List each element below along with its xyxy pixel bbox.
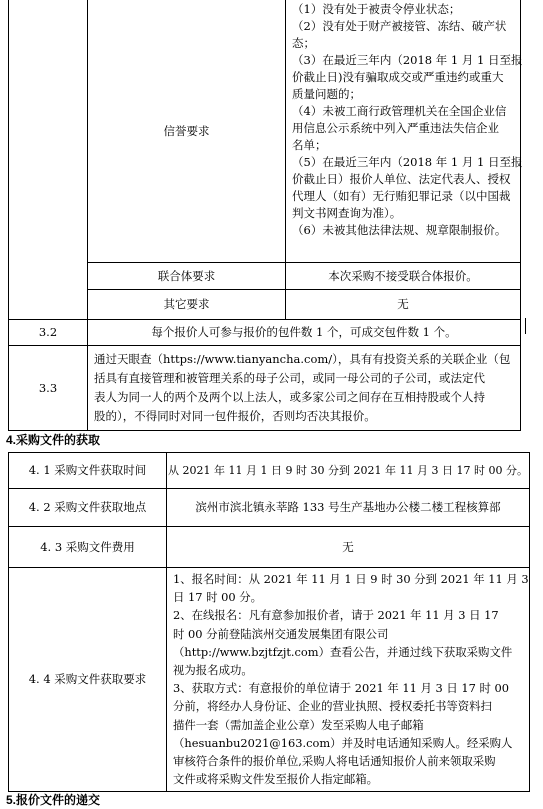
row-4-4-line: 文件或将采购文件发至报价人指定邮箱。: [173, 772, 379, 787]
row-4-1-value: 从 2021 年 11 月 1 日 9 时 30 分到 2021 年 11 月 3 日 17 时 00 分。: [168, 464, 528, 477]
credit-requirement-content: [285, 0, 521, 263]
credit-line: （3）在最近三年内（2018 年 1 月 1 日至报: [292, 53, 523, 67]
consortium-value: 本次采购不接受联合体报价。: [328, 268, 478, 283]
row-4-2-value: 滨州市滨北镇永莘路 133 号生产基地办公楼二楼工程核算部: [195, 500, 501, 514]
credit-line: 价截止日）报价人单位、法定代表人、授权: [292, 172, 511, 186]
other-value: 无: [397, 297, 409, 311]
section-4-heading: 4.采购文件的获取: [6, 433, 101, 447]
row-4-4-line: （hesuanbu2021@163.com）并及时电话通知采购人。经采购人: [173, 735, 513, 750]
row-4-4-line: 3、获取方式：有意报价的单位请于 2021 年 11 月 3 日 17 时 00: [173, 681, 509, 696]
credit-line: （2）没有处于财产被接管、冻结、破产状: [292, 19, 507, 33]
row-4-1-value-cell: [166, 452, 530, 489]
credit-line: （1）没有处于被责令停业状态；: [292, 2, 461, 16]
credit-line: 判文书网查询为准）。: [292, 206, 402, 220]
row-3-2-text: 每个报价人可参与报价的包件数 1 个，可成交包件数 1 个。: [151, 325, 457, 339]
other-label: 其它要求: [163, 297, 210, 311]
row-4-3-value: 无: [342, 539, 354, 554]
row-4-2-label-cell: [8, 488, 167, 527]
row-4-3-label: 4. 3 采购文件费用: [40, 539, 135, 554]
credit-line: 用信息公示系统中列入严重违法失信企业: [292, 121, 499, 135]
credit-line: （5）在最近三年内（2018 年 1 月 1 日至报: [292, 155, 523, 169]
credit-line: 质量问题的；: [292, 87, 361, 101]
row-3-3-line: 表人为同一人的两个及两个以上法人，或多家公司之间存在互相持股或个人持: [94, 390, 485, 404]
row-4-4-line: 2、在线报名：凡有意参加报价者，请于 2021 年 11 月 3 日 17: [173, 608, 499, 623]
blank-cell: [8, 289, 88, 320]
row-4-4-line: 时 00 分前登陆滨州交通发展集团有限公司: [173, 626, 389, 641]
row-3-3-line: 通过天眼查（https://www.tianyancha.com/），具有有投资关系的关联企业（包: [94, 352, 511, 366]
row-3-2-number: 3.2: [38, 325, 58, 339]
row-3-3-line: 股的），不得同时对同一包件报价，否则均否决其报价。: [94, 409, 376, 423]
row-4-4-line: 分前，将经办人身份证、企业的营业执照、授权委托书等资料扫: [173, 699, 492, 714]
credit-line: 名单；: [292, 138, 327, 152]
consortium-value-cell: [285, 262, 521, 290]
credit-line: （4）未被工商行政管理机关在全国企业信: [292, 104, 507, 118]
row-3-2-number-cell: [8, 319, 88, 346]
section-5-heading: 5.报价文件的递交: [6, 793, 101, 807]
row-3-3-line: 括具有直接管理和被管理关系的母子公司，或同一母公司的子公司，或法定代: [94, 371, 485, 385]
row-4-4-line: 日 17 时 00 分。: [173, 590, 263, 605]
row-4-3-value-cell: [166, 526, 530, 568]
row-4-4-label-cell: [8, 567, 167, 792]
credit-requirement-label: 信誉要求: [163, 123, 210, 138]
row-3-3-text-cell: [87, 345, 521, 431]
consortium-label-cell: [87, 262, 286, 290]
consortium-label: 联合体要求: [157, 268, 216, 283]
row-4-4-line: 1、报名时间：从 2021 年 11 月 1 日 9 时 30 分到 2021 年 11 月 3: [173, 572, 529, 586]
row-4-3-label-cell: [8, 526, 167, 568]
row-3-3-number: 3.3: [38, 380, 58, 395]
credit-requirement-label-cell: [87, 0, 286, 263]
credit-line: 价截止日)没有骗取成交或严重违约或重大: [292, 70, 504, 84]
credit-line: （6）未被其他法律法规、规章限制报价。: [292, 223, 507, 237]
credit-line: 代理人（如有）无行贿犯罪记录（以中国裁: [292, 189, 511, 203]
row-4-1-label: 4. 1 采购文件获取时间: [28, 463, 147, 477]
row-4-4-line: 审核符合条件的报价单位,采购人将电话通知报价人前来领取采购: [173, 754, 496, 769]
table-edge-mark: [525, 318, 526, 334]
credit-line: 态；: [292, 36, 315, 50]
blank-cell: [8, 262, 88, 290]
row-3-2-text-cell: [87, 319, 521, 346]
row-4-1-label-cell: [8, 452, 167, 489]
row-4-4-line: 视为报名成功。: [173, 663, 253, 678]
row-4-4-label: 4. 4 采购文件获取要求: [28, 672, 147, 686]
row-4-4-value-cell: [166, 567, 530, 792]
other-value-cell: [285, 289, 521, 320]
row-4-4-line: （http://www.bzjtfzjt.com）查看公告，并通过线下获取采购文件: [173, 644, 513, 659]
row-4-2-label: 4. 2 采购文件获取地点: [28, 500, 147, 514]
row-4-4-line: 描件一套（需加盖企业公章）发至采购人电子邮箱: [173, 717, 424, 732]
row-3-3-number-cell: [8, 345, 88, 431]
blank-cell: [8, 0, 88, 263]
row-4-2-value-cell: [166, 488, 530, 527]
other-label-cell: [87, 289, 286, 320]
